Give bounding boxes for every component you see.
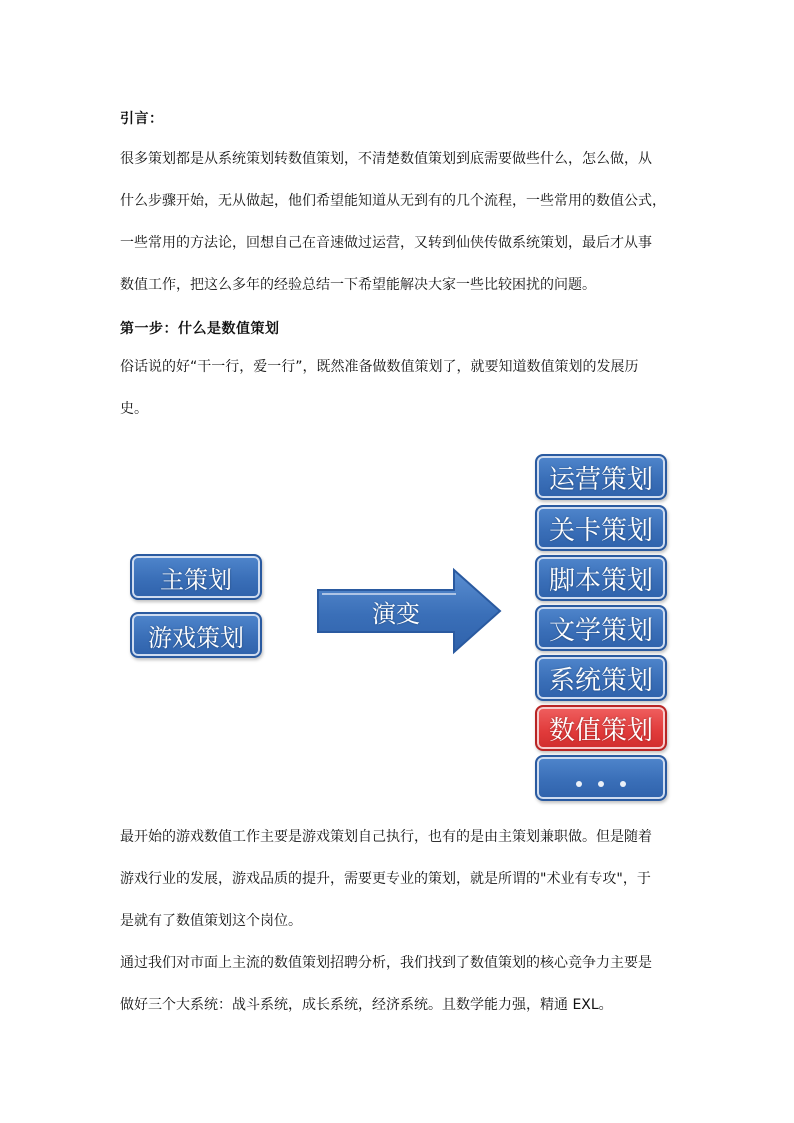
left-box-main-planner: 主策划 [130, 554, 262, 600]
right-box-numerical-highlight: 数值策划 [535, 705, 667, 751]
intro-paragraph [120, 138, 680, 306]
right-box-more [535, 755, 667, 801]
step1-line: 史。 [120, 401, 148, 417]
intro-line: 什么步骤开始，无从做起，他们希望能知道从无到有的几个流程，一些常用的数值公式， [120, 193, 666, 209]
ellipsis-icon [576, 781, 626, 787]
step1-heading: 第一步：什么是数值策划 [120, 321, 280, 337]
left-box-game-planner: 游戏策划 [130, 612, 262, 658]
arrow-label: 演变 [372, 600, 420, 628]
right-box-script: 脚本策划 [535, 555, 667, 601]
body2-line: 通过我们对市面上主流的数值策划招聘分析，我们找到了数值策划的核心竞争力主要是 [120, 955, 652, 971]
intro-heading: 引言： [120, 111, 164, 127]
body2-paragraph [120, 942, 680, 1026]
right-box-operations: 运营策划 [535, 454, 667, 500]
evolution-diagram [120, 448, 680, 808]
body1-line: 最开始的游戏数值工作主要是游戏策划自己执行，也有的是由主策划兼职做。但是随着 [120, 829, 652, 845]
intro-line: 很多策划都是从系统策划转数值策划，不清楚数值策划到底需要做些什么，怎么做，从 [120, 151, 652, 167]
body2-line: 做好三个大系统：战斗系统，成长系统，经济系统。且数学能力强，精通 EXL。 [120, 997, 613, 1013]
right-box-literature: 文学策划 [535, 605, 667, 651]
right-box-system: 系统策划 [535, 655, 667, 701]
body1-line: 是就有了数值策划这个岗位。 [120, 913, 302, 929]
body1-paragraph [120, 816, 680, 942]
step1-line: 俗话说的好“干一行，爱一行”，既然准备做数值策划了，就要知道数值策划的发展历 [120, 359, 639, 375]
body1-line: 游戏行业的发展，游戏品质的提升，需要更专业的策划，就是所谓的"术业有专攻"，于 [120, 871, 651, 887]
right-box-level: 关卡策划 [535, 505, 667, 551]
intro-line: 一些常用的方法论，回想自己在音速做过运营，又转到仙侠传做系统策划，最后才从事 [120, 235, 652, 251]
step1-paragraph [120, 346, 680, 430]
intro-line: 数值工作，把这么多年的经验总结一下希望能解决大家一些比较困扰的问题。 [120, 277, 596, 293]
